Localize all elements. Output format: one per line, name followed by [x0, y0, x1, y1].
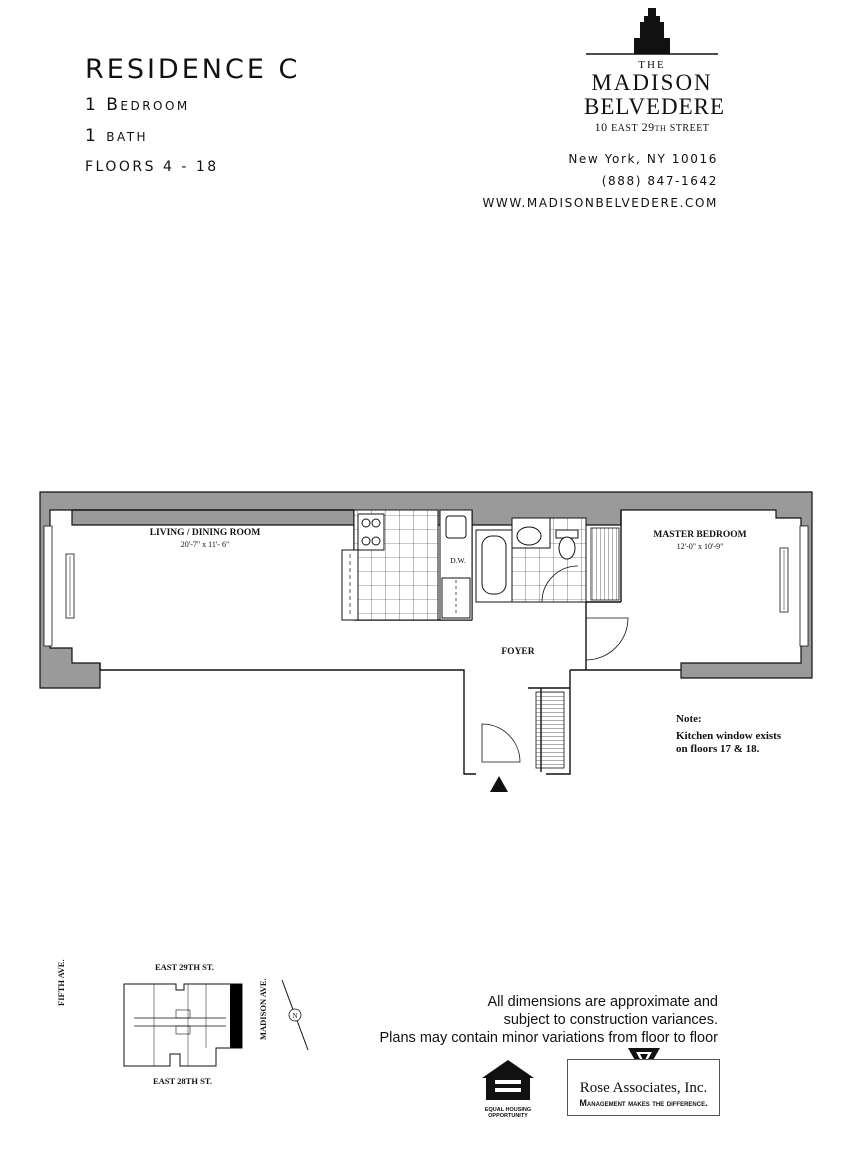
- note-line-2: on floors 17 & 18.: [676, 743, 760, 755]
- bedroom-label: MASTER BEDROOM: [653, 530, 747, 540]
- foyer-label: FOYER: [501, 647, 535, 657]
- floors-range: FLOORS 4 - 18: [85, 159, 219, 175]
- stove-icon: [358, 514, 384, 550]
- map-east-avenue: MADISON AVE.: [258, 978, 268, 1040]
- residence-c-marker: [230, 984, 242, 1048]
- sink-icon: [446, 516, 466, 538]
- address-th: TH: [654, 124, 667, 133]
- equal-housing-logo: [478, 1058, 538, 1119]
- rose-tagline: Management makes the difference.: [579, 1098, 708, 1108]
- note-line-1: Kitchen window exists: [676, 730, 782, 742]
- rose-associates-logo: [567, 1059, 720, 1116]
- bedroom-dimensions: 12'-0" x 10'-9": [676, 542, 724, 551]
- note-heading: Note:: [676, 713, 702, 725]
- living-window: [44, 526, 52, 646]
- map-north-street: EAST 29TH ST.: [155, 962, 214, 972]
- kitchen-note: [676, 713, 781, 756]
- logo-address: [584, 120, 720, 135]
- contact-city: New York, NY 10016: [568, 152, 718, 166]
- disclaimer-line-1: All dimensions are approximate and: [487, 994, 718, 1010]
- logo-madison: MADISON: [591, 70, 713, 95]
- equal-housing-icon: [478, 1058, 538, 1102]
- compass-north-label: N: [292, 1012, 298, 1020]
- bathtub-icon: [476, 530, 512, 602]
- bathroom-sink-icon: [517, 527, 541, 545]
- rose-name: Rose Associates, Inc.: [579, 1080, 708, 1096]
- bedroom-door: [586, 618, 628, 660]
- madison-belvedere-logo: [584, 8, 726, 135]
- map-south-street: EAST 28TH ST.: [153, 1076, 212, 1086]
- bedroom-count: 1 Bedroom: [85, 95, 190, 115]
- logo-the: THE: [638, 59, 666, 71]
- living-room-label: LIVING / DINING ROOM: [149, 528, 261, 538]
- entry-door: [482, 724, 520, 762]
- bedroom-window: [800, 526, 808, 646]
- disclaimer-line-2: subject to construction variances.: [503, 1012, 718, 1028]
- equal-housing-line-1: EQUAL HOUSING: [484, 1107, 532, 1113]
- map-west-avenue: FIFTH AVE.: [56, 959, 66, 1006]
- residence-title: RESIDENCE C: [85, 54, 301, 85]
- address-street: STREET: [669, 123, 710, 134]
- dishwasher-label: D.W.: [450, 556, 466, 565]
- disclaimer: [380, 993, 718, 1047]
- address-street-number: 29: [641, 120, 655, 134]
- disclaimer-line-3: Plans may contain minor variations from floor to floor: [379, 1030, 718, 1046]
- foyer-closet: [536, 692, 564, 768]
- entry-arrow-icon: [490, 776, 508, 792]
- living-room-dimensions: 20'-7" x 11'- 6": [180, 540, 230, 549]
- contact-website[interactable]: WWW.MADISONBELVEDERE.COM: [482, 196, 718, 210]
- address-east: EAST: [611, 123, 639, 134]
- tower-icon: [584, 8, 720, 56]
- logo-belvedere: BELVEDERE: [584, 94, 726, 119]
- address-number: 10: [594, 120, 608, 134]
- bath-count: 1 bath: [85, 126, 149, 146]
- contact-phone: (888) 847-1642: [601, 174, 718, 188]
- equal-housing-line-2: OPPORTUNITY: [488, 1113, 528, 1119]
- building-key-map: [118, 980, 246, 1072]
- bedroom-closet: [591, 528, 619, 600]
- compass-icon: [278, 978, 312, 1052]
